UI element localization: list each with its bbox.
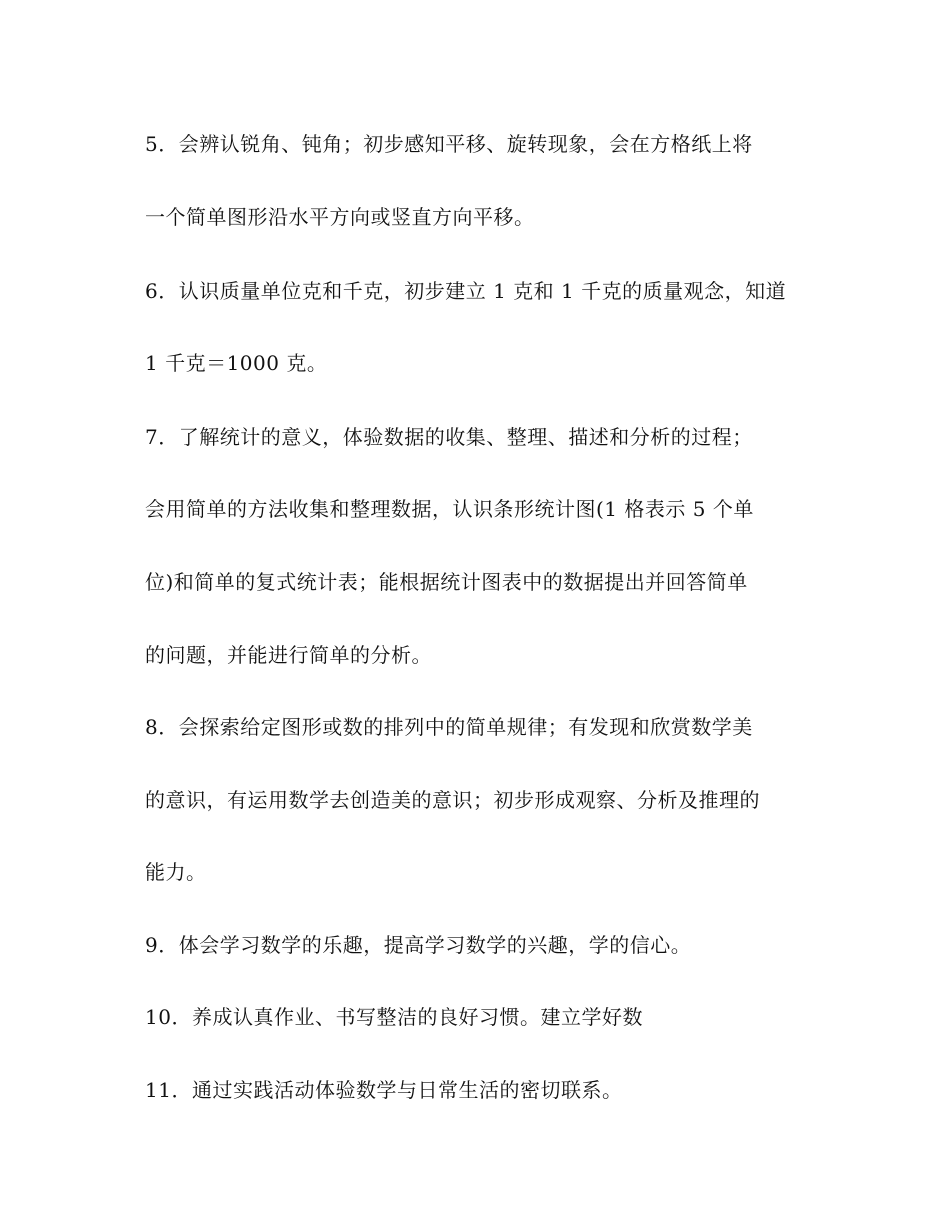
text-line-item8-part1: 8．会探索给定图形或数的排列中的简单规律；有发现和欣赏数学美	[145, 715, 753, 739]
text-line-item11: 11．通过实践活动体验数学与日常生活的密切联系。	[145, 1078, 623, 1102]
text-line-item7-part1: 7．了解统计的意义，体验数据的收集、整理、描述和分析的过程；	[145, 425, 753, 449]
text-line-item5-part2: 一个简单图形沿水平方向或竖直方向平移。	[145, 205, 535, 229]
text-line-item6-part1: 6．认识质量单位克和千克，初步建立 1 克和 1 千克的质量观念，知道	[145, 279, 787, 303]
text-line-item8-part3: 能力。	[145, 860, 207, 884]
text-line-item10: 10．养成认真作业、书写整洁的良好习惯。建立学好数	[145, 1005, 643, 1029]
text-line-item8-part2: 的意识，有运用数学去创造美的意识；初步形成观察、分析及推理的	[145, 788, 760, 812]
text-line-item7-part3: 位)和简单的复式统计表；能根据统计图表中的数据提出并回答简单	[145, 570, 748, 594]
text-line-item7-part4: 的问题，并能进行简单的分析。	[145, 643, 432, 667]
text-line-item5-part1: 5．会辨认锐角、钝角；初步感知平移、旋转现象，会在方格纸上将	[145, 132, 753, 156]
text-line-item7-part2: 会用简单的方法收集和整理数据，认识条形统计图(1 格表示 5 个单	[145, 497, 754, 521]
text-line-item9: 9．体会学习数学的乐趣，提高学习数学的兴趣，学的信心。	[145, 933, 692, 957]
text-line-item6-part2: 1 千克＝1000 克。	[145, 351, 328, 375]
